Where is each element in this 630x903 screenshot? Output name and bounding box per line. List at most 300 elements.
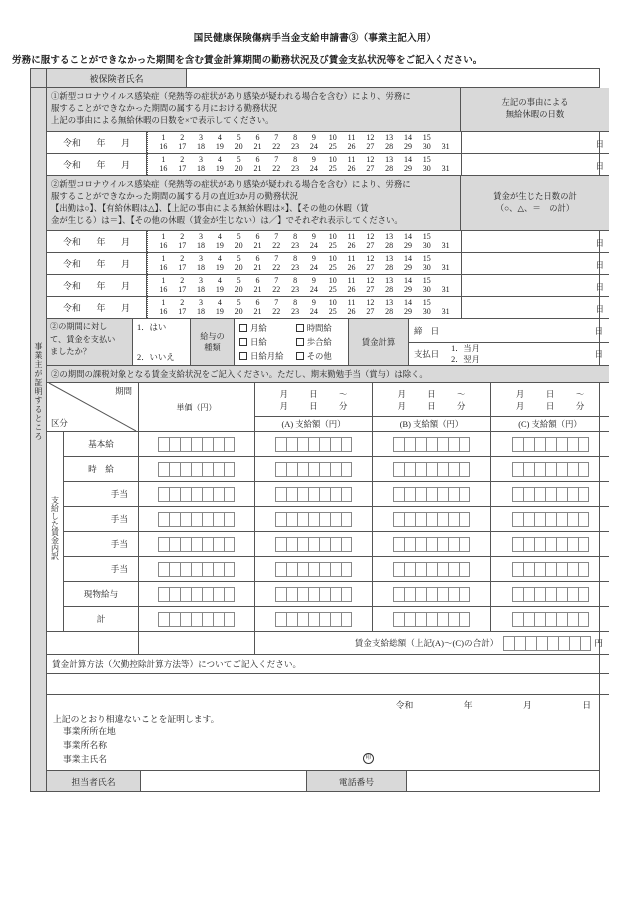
day-number[interactable]: 6 <box>255 276 260 286</box>
amount-box[interactable] <box>319 462 330 477</box>
day-number[interactable]: 8 <box>293 132 298 142</box>
day-number[interactable]: 26 <box>347 241 356 251</box>
amount-box[interactable] <box>437 537 448 552</box>
day-number[interactable]: 21 <box>253 163 262 173</box>
amount-box[interactable] <box>286 587 297 602</box>
amount-box[interactable] <box>180 437 191 452</box>
amount-cell-c[interactable] <box>491 457 609 481</box>
day-number[interactable]: 7 <box>274 298 279 308</box>
amount-boxes[interactable] <box>275 557 352 581</box>
day-number[interactable]: 28 <box>385 163 394 173</box>
day-number[interactable]: 23 <box>291 263 300 273</box>
amount-box[interactable] <box>330 487 341 502</box>
day-number[interactable]: 30 <box>422 285 431 295</box>
day-number[interactable]: 7 <box>274 154 279 164</box>
unpaid-days-count[interactable] <box>461 132 609 153</box>
day-number[interactable]: 21 <box>253 241 262 251</box>
amount-box[interactable] <box>534 537 545 552</box>
amount-cell-b[interactable] <box>373 507 491 531</box>
day-number[interactable]: 20 <box>234 285 243 295</box>
amount-boxes[interactable] <box>158 507 235 531</box>
unit-price-cell[interactable] <box>139 532 255 556</box>
amount-box[interactable] <box>330 537 341 552</box>
amount-box[interactable] <box>393 487 404 502</box>
amount-box[interactable] <box>437 512 448 527</box>
day-number[interactable]: 3 <box>199 276 204 286</box>
day-number[interactable]: 28 <box>385 307 394 317</box>
unpaid-days-count[interactable] <box>461 154 609 175</box>
amount-box[interactable] <box>415 487 426 502</box>
amount-box[interactable] <box>437 587 448 602</box>
amount-box[interactable] <box>556 537 567 552</box>
amount-box[interactable] <box>297 462 308 477</box>
month-label[interactable] <box>47 297 147 318</box>
day-number[interactable]: 30 <box>422 163 431 173</box>
amount-box[interactable] <box>191 537 202 552</box>
day-number[interactable]: 10 <box>328 298 337 308</box>
day-number[interactable]: 31 <box>441 163 450 173</box>
amount-box[interactable] <box>393 537 404 552</box>
amount-box[interactable] <box>393 462 404 477</box>
amount-box[interactable] <box>404 562 415 577</box>
amount-box[interactable] <box>426 537 437 552</box>
amount-box[interactable] <box>275 587 286 602</box>
total-amount-box[interactable] <box>525 636 536 651</box>
day-number[interactable]: 2 <box>180 254 185 264</box>
period-head-b[interactable] <box>373 383 490 431</box>
amount-box[interactable] <box>578 562 589 577</box>
checkbox-icon[interactable] <box>296 324 304 332</box>
amount-boxes[interactable] <box>393 482 470 506</box>
amount-box[interactable] <box>437 487 448 502</box>
pay-day-row[interactable] <box>409 343 609 366</box>
day-number[interactable]: 29 <box>403 163 412 173</box>
amount-box[interactable] <box>224 612 235 627</box>
amount-box[interactable] <box>545 462 556 477</box>
amount-box[interactable] <box>556 512 567 527</box>
amount-box[interactable] <box>393 512 404 527</box>
day-number[interactable]: 27 <box>366 263 375 273</box>
amount-box[interactable] <box>393 612 404 627</box>
day-number[interactable]: 26 <box>347 163 356 173</box>
day-number[interactable]: 22 <box>272 285 281 295</box>
day-number[interactable]: 17 <box>178 285 187 295</box>
day-number[interactable]: 13 <box>385 154 394 164</box>
amount-cell-b[interactable] <box>373 457 491 481</box>
total-amount-box[interactable] <box>536 636 547 651</box>
amount-boxes[interactable] <box>512 582 589 606</box>
period-dates-b[interactable] <box>373 383 490 416</box>
amount-boxes[interactable] <box>275 582 352 606</box>
paid-days-count[interactable] <box>461 297 609 318</box>
amount-box[interactable] <box>578 512 589 527</box>
amount-box[interactable] <box>448 562 459 577</box>
day-number[interactable]: 18 <box>197 241 206 251</box>
amount-boxes[interactable] <box>393 432 470 456</box>
amount-box[interactable] <box>556 487 567 502</box>
amount-box[interactable] <box>393 587 404 602</box>
amount-box[interactable] <box>191 562 202 577</box>
period-dates-c[interactable] <box>491 383 609 416</box>
day-number[interactable]: 2 <box>180 276 185 286</box>
day-number[interactable]: 20 <box>234 163 243 173</box>
contact-name-input[interactable] <box>141 771 307 791</box>
day-number[interactable]: 8 <box>293 276 298 286</box>
day-number[interactable]: 24 <box>309 285 318 295</box>
amount-box[interactable] <box>534 562 545 577</box>
day-number[interactable]: 5 <box>236 298 241 308</box>
amount-box[interactable] <box>341 512 352 527</box>
amount-box[interactable] <box>213 512 224 527</box>
amount-box[interactable] <box>534 437 545 452</box>
amount-box[interactable] <box>448 612 459 627</box>
amount-box[interactable] <box>224 437 235 452</box>
amount-box[interactable] <box>308 537 319 552</box>
day-number[interactable]: 24 <box>309 163 318 173</box>
day-number[interactable]: 1 <box>161 154 166 164</box>
amount-box[interactable] <box>286 487 297 502</box>
amount-box[interactable] <box>448 462 459 477</box>
day-number[interactable]: 30 <box>422 241 431 251</box>
day-number[interactable]: 5 <box>236 232 241 242</box>
day-number[interactable]: 21 <box>253 263 262 273</box>
amount-box[interactable] <box>578 462 589 477</box>
unit-price-cell[interactable] <box>139 607 255 631</box>
day-number[interactable]: 6 <box>255 132 260 142</box>
unit-price-cell[interactable] <box>139 457 255 481</box>
amount-box[interactable] <box>534 587 545 602</box>
amount-box[interactable] <box>545 612 556 627</box>
amount-box[interactable] <box>286 437 297 452</box>
amount-box[interactable] <box>158 462 169 477</box>
amount-box[interactable] <box>158 512 169 527</box>
amount-box[interactable] <box>180 537 191 552</box>
amount-box[interactable] <box>512 537 523 552</box>
day-number[interactable]: 9 <box>311 232 316 242</box>
amount-box[interactable] <box>459 512 470 527</box>
day-number[interactable]: 15 <box>422 232 431 242</box>
day-number[interactable]: 29 <box>403 307 412 317</box>
day-number[interactable]: 30 <box>422 263 431 273</box>
amount-box[interactable] <box>415 562 426 577</box>
paid-days-count[interactable] <box>461 253 609 274</box>
day-number[interactable]: 17 <box>178 263 187 273</box>
day-number[interactable]: 22 <box>272 263 281 273</box>
amount-box[interactable] <box>224 587 235 602</box>
amount-cell-c[interactable] <box>491 482 609 506</box>
day-number[interactable]: 24 <box>309 307 318 317</box>
amount-box[interactable] <box>459 462 470 477</box>
amount-box[interactable] <box>523 462 534 477</box>
day-number[interactable]: 1 <box>161 276 166 286</box>
total-amount-box[interactable] <box>558 636 569 651</box>
day-number[interactable]: 2 <box>180 132 185 142</box>
amount-box[interactable] <box>202 587 213 602</box>
amount-box[interactable] <box>158 537 169 552</box>
day-number[interactable]: 26 <box>347 285 356 295</box>
checkbox-icon[interactable] <box>239 338 247 346</box>
amount-box[interactable] <box>297 587 308 602</box>
amount-box[interactable] <box>319 437 330 452</box>
amount-box[interactable] <box>341 437 352 452</box>
amount-box[interactable] <box>459 537 470 552</box>
day-number[interactable]: 29 <box>403 285 412 295</box>
day-number[interactable]: 31 <box>441 141 450 151</box>
day-number[interactable]: 24 <box>309 241 318 251</box>
day-grid[interactable] <box>147 253 461 274</box>
amount-box[interactable] <box>158 587 169 602</box>
total-amount-box[interactable] <box>547 636 558 651</box>
amount-box[interactable] <box>545 437 556 452</box>
day-number[interactable]: 12 <box>366 132 375 142</box>
day-number[interactable]: 12 <box>366 276 375 286</box>
amount-box[interactable] <box>308 512 319 527</box>
day-number[interactable]: 20 <box>234 241 243 251</box>
insured-name-input[interactable] <box>187 69 599 87</box>
amount-box[interactable] <box>341 587 352 602</box>
checkbox-icon[interactable] <box>296 338 304 346</box>
amount-boxes[interactable] <box>275 432 352 456</box>
day-number[interactable]: 8 <box>293 232 298 242</box>
amount-box[interactable] <box>275 462 286 477</box>
amount-boxes[interactable] <box>275 532 352 556</box>
amount-cell-b[interactable] <box>373 557 491 581</box>
day-number[interactable]: 6 <box>255 154 260 164</box>
amount-box[interactable] <box>224 487 235 502</box>
amount-box[interactable] <box>213 562 224 577</box>
amount-box[interactable] <box>415 437 426 452</box>
unit-price-cell[interactable] <box>139 482 255 506</box>
amount-box[interactable] <box>169 437 180 452</box>
amount-box[interactable] <box>297 612 308 627</box>
day-number[interactable]: 16 <box>159 307 168 317</box>
certify-date[interactable] <box>47 695 599 711</box>
day-number[interactable]: 21 <box>253 141 262 151</box>
day-number[interactable]: 10 <box>328 254 337 264</box>
amount-cell-a[interactable] <box>255 507 373 531</box>
amount-box[interactable] <box>202 562 213 577</box>
amount-box[interactable] <box>308 587 319 602</box>
day-number[interactable]: 25 <box>328 141 337 151</box>
amount-cell-a[interactable] <box>255 532 373 556</box>
day-number[interactable]: 17 <box>178 307 187 317</box>
day-number[interactable]: 23 <box>291 241 300 251</box>
amount-box[interactable] <box>556 462 567 477</box>
amount-box[interactable] <box>415 512 426 527</box>
day-number[interactable]: 28 <box>385 241 394 251</box>
month-label[interactable] <box>47 275 147 296</box>
paid-option-no[interactable]: 2．いいえ <box>137 353 175 363</box>
amount-box[interactable] <box>330 512 341 527</box>
pay-day-options[interactable] <box>439 343 480 365</box>
amount-box[interactable] <box>523 437 534 452</box>
amount-box[interactable] <box>437 562 448 577</box>
day-number[interactable]: 1 <box>161 254 166 264</box>
amount-box[interactable] <box>448 587 459 602</box>
day-number[interactable]: 23 <box>291 163 300 173</box>
day-number[interactable]: 13 <box>385 232 394 242</box>
day-number[interactable]: 29 <box>403 263 412 273</box>
day-number[interactable]: 31 <box>441 285 450 295</box>
day-number[interactable]: 14 <box>403 276 412 286</box>
amount-box[interactable] <box>459 587 470 602</box>
amount-box[interactable] <box>437 462 448 477</box>
amount-box[interactable] <box>426 462 437 477</box>
day-number[interactable]: 11 <box>347 298 356 308</box>
salary-kind-option-daily-monthly[interactable] <box>239 350 296 362</box>
day-number[interactable]: 16 <box>159 163 168 173</box>
amount-boxes[interactable] <box>158 582 235 606</box>
amount-box[interactable] <box>180 512 191 527</box>
day-number[interactable]: 19 <box>215 307 224 317</box>
day-grid[interactable] <box>147 297 461 318</box>
day-number[interactable]: 31 <box>441 241 450 251</box>
amount-box[interactable] <box>448 537 459 552</box>
pay-day-option-next[interactable]: 2．翌月 <box>451 355 480 365</box>
amount-box[interactable] <box>437 437 448 452</box>
amount-box[interactable] <box>308 487 319 502</box>
amount-boxes[interactable] <box>393 457 470 481</box>
checkbox-icon[interactable] <box>239 352 247 360</box>
amount-box[interactable] <box>330 562 341 577</box>
day-number[interactable]: 31 <box>441 307 450 317</box>
amount-box[interactable] <box>578 437 589 452</box>
day-number[interactable]: 19 <box>215 163 224 173</box>
amount-box[interactable] <box>578 587 589 602</box>
day-number[interactable]: 12 <box>366 298 375 308</box>
day-number[interactable]: 24 <box>309 141 318 151</box>
total-amount-box[interactable] <box>580 636 591 651</box>
amount-box[interactable] <box>319 587 330 602</box>
day-number[interactable]: 16 <box>159 241 168 251</box>
amount-box[interactable] <box>404 537 415 552</box>
amount-box[interactable] <box>297 512 308 527</box>
amount-box[interactable] <box>578 537 589 552</box>
amount-box[interactable] <box>567 512 578 527</box>
amount-box[interactable] <box>578 612 589 627</box>
amount-box[interactable] <box>213 612 224 627</box>
day-number[interactable]: 25 <box>328 163 337 173</box>
day-number[interactable]: 25 <box>328 263 337 273</box>
salary-kind-option-monthly[interactable] <box>239 322 296 334</box>
day-number[interactable]: 4 <box>217 254 222 264</box>
amount-box[interactable] <box>448 437 459 452</box>
amount-box[interactable] <box>512 562 523 577</box>
amount-box[interactable] <box>191 512 202 527</box>
day-number[interactable]: 1 <box>161 232 166 242</box>
amount-box[interactable] <box>523 562 534 577</box>
amount-box[interactable] <box>191 612 202 627</box>
amount-box[interactable] <box>202 512 213 527</box>
amount-box[interactable] <box>341 487 352 502</box>
day-number[interactable]: 3 <box>199 154 204 164</box>
amount-box[interactable] <box>426 612 437 627</box>
amount-box[interactable] <box>319 612 330 627</box>
day-number[interactable]: 24 <box>309 263 318 273</box>
day-number[interactable]: 11 <box>347 232 356 242</box>
amount-box[interactable] <box>169 612 180 627</box>
amount-box[interactable] <box>545 487 556 502</box>
amount-box[interactable] <box>319 487 330 502</box>
tel-input[interactable] <box>407 771 599 791</box>
paid-question-options[interactable] <box>133 319 191 365</box>
day-number[interactable]: 30 <box>422 307 431 317</box>
amount-box[interactable] <box>415 462 426 477</box>
amount-boxes[interactable] <box>512 482 589 506</box>
amount-boxes[interactable] <box>275 507 352 531</box>
amount-cell-b[interactable] <box>373 432 491 456</box>
day-number[interactable]: 25 <box>328 285 337 295</box>
day-number[interactable]: 14 <box>403 232 412 242</box>
day-number[interactable]: 4 <box>217 276 222 286</box>
unit-price-cell[interactable] <box>139 507 255 531</box>
amount-box[interactable] <box>545 537 556 552</box>
day-number[interactable]: 29 <box>403 141 412 151</box>
salary-kind-option-daily[interactable] <box>239 336 296 348</box>
amount-box[interactable] <box>319 512 330 527</box>
amount-box[interactable] <box>330 612 341 627</box>
amount-cell-a[interactable] <box>255 432 373 456</box>
day-number[interactable]: 23 <box>291 141 300 151</box>
day-number[interactable]: 27 <box>366 285 375 295</box>
amount-box[interactable] <box>330 587 341 602</box>
amount-boxes[interactable] <box>512 607 589 631</box>
amount-cell-b[interactable] <box>373 482 491 506</box>
day-number[interactable]: 22 <box>272 307 281 317</box>
day-number[interactable]: 21 <box>253 285 262 295</box>
day-number[interactable]: 4 <box>217 298 222 308</box>
amount-box[interactable] <box>308 437 319 452</box>
total-amount-box[interactable] <box>503 636 514 651</box>
day-number[interactable]: 18 <box>197 285 206 295</box>
amount-box[interactable] <box>404 612 415 627</box>
amount-box[interactable] <box>393 562 404 577</box>
amount-cell-a[interactable] <box>255 457 373 481</box>
amount-box[interactable] <box>534 612 545 627</box>
amount-box[interactable] <box>224 512 235 527</box>
unit-price-cell[interactable] <box>139 432 255 456</box>
day-number[interactable]: 20 <box>234 307 243 317</box>
day-number[interactable]: 2 <box>180 154 185 164</box>
amount-box[interactable] <box>180 562 191 577</box>
checkbox-icon[interactable] <box>239 324 247 332</box>
amount-box[interactable] <box>512 512 523 527</box>
amount-box[interactable] <box>404 512 415 527</box>
day-number[interactable]: 11 <box>347 254 356 264</box>
day-number[interactable]: 14 <box>403 254 412 264</box>
amount-box[interactable] <box>341 537 352 552</box>
amount-cell-c[interactable] <box>491 607 609 631</box>
amount-box[interactable] <box>213 437 224 452</box>
amount-box[interactable] <box>567 537 578 552</box>
amount-box[interactable] <box>202 462 213 477</box>
amount-box[interactable] <box>213 462 224 477</box>
day-number[interactable]: 16 <box>159 285 168 295</box>
day-number[interactable]: 1 <box>161 298 166 308</box>
closing-day-row[interactable] <box>409 319 609 343</box>
day-number[interactable]: 8 <box>293 298 298 308</box>
amount-box[interactable] <box>448 512 459 527</box>
day-number[interactable]: 27 <box>366 241 375 251</box>
day-grid[interactable] <box>147 231 461 252</box>
amount-box[interactable] <box>534 462 545 477</box>
amount-box[interactable] <box>191 437 202 452</box>
day-number[interactable]: 15 <box>422 254 431 264</box>
amount-box[interactable] <box>567 437 578 452</box>
day-number[interactable]: 3 <box>199 254 204 264</box>
amount-cell-b[interactable] <box>373 582 491 606</box>
amount-boxes[interactable] <box>393 607 470 631</box>
